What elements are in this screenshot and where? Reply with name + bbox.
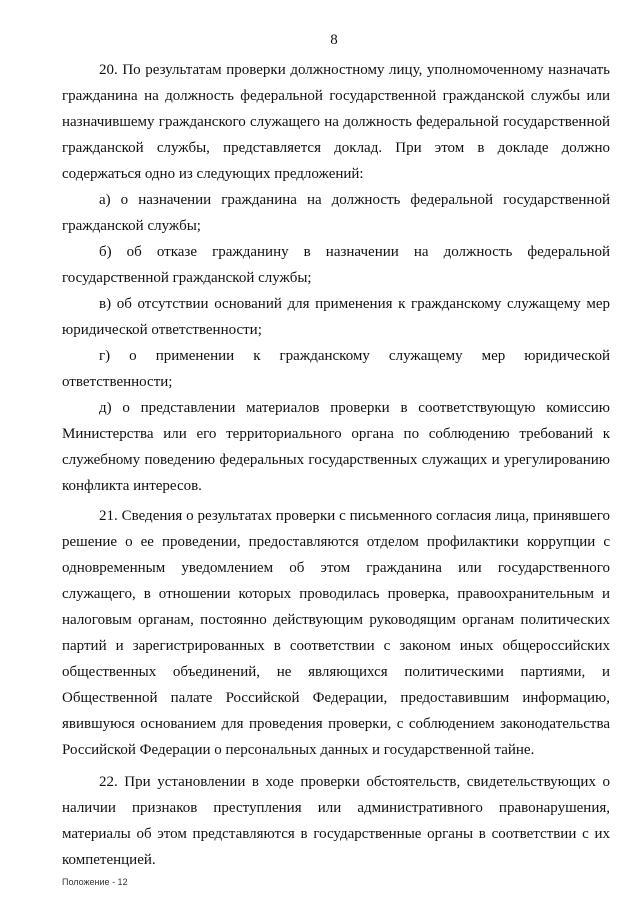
list-item-a: а) о назначении гражданина на должность федеральной государственной гражданской службы; (62, 192, 610, 234)
paragraph-20: 20. По результатам проверки должностному лицу, уполномоченному назначать гражданина на должность федеральной государственной гражданской службы или назначившему гражданского служащего на должность федеральной государственной гражданской службы, представляется доклад. При этом в докладе должно содержаться одно из следующих предложений: (62, 62, 610, 182)
list-item-v: в) об отсутствии оснований для применения к гражданскому служащему мер юридической ответственности; (62, 296, 610, 338)
paragraph-21: 21. Сведения о результатах проверки с письменного согласия лица, принявшего решение о ее проведении, предоставляются отделом профилактики коррупции с одновременным уведомлением об этом гражданина или государственного служащего, в отношении которых проводилась проверка, правоохранительным и налоговым органам, постоянно действующим руководящим органам политических партий и зарегистрированных в соответствии с законом иных общероссийских общественных объединений, не являющихся политическими партиями, и Общественной палате Российской Федерации, предоставившим информацию, явившуюся основанием для проведения проверки, с соблюдением законодательства Российской Федерации о персональных данных и государственной тайне. (62, 508, 610, 758)
page-number: 8 (330, 32, 338, 48)
list-item-d: д) о представлении материалов проверки в соответствующую комиссию Министерства или его территориального органа по соблюдению требований к служебному поведению федеральных государственных служащих и урегулированию конфликта интересов. (62, 400, 610, 494)
page-footer: Положение - 12 (62, 877, 128, 887)
list-item-g: г) о применении к гражданскому служащему мер юридической ответственности; (62, 348, 610, 390)
document-body (62, 57, 610, 873)
list-item-b: б) об отказе гражданину в назначении на должность федеральной государственной гражданской службы; (62, 244, 610, 286)
paragraph-22: 22. При установлении в ходе проверки обстоятельств, свидетельствующих о наличии признаков преступления или административного правонарушения, материалы об этом представляются в государственные органы в соответствии с их компетенцией. (62, 774, 610, 868)
